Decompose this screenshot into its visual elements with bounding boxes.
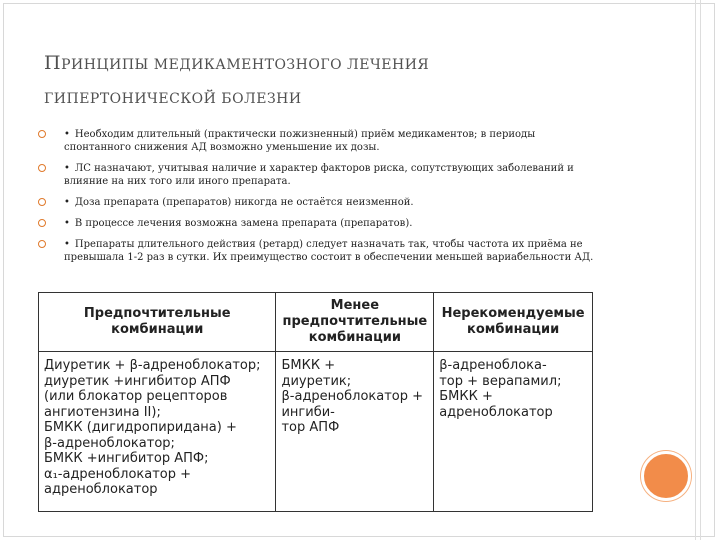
list-item <box>38 238 603 264</box>
title-line-2: ГИПЕРТОНИЧЕСКОЙ БОЛЕЗНИ <box>44 91 302 107</box>
combinations-table <box>38 292 593 512</box>
cell-not-recommended: β-адреноблока- тор + верапамил; БМКК + адреноблокатор <box>434 352 593 512</box>
bullet-ring-icon <box>38 240 46 248</box>
bullet-dot: • <box>64 129 70 140</box>
slide-title <box>44 46 644 116</box>
bullet-ring-icon <box>38 130 46 138</box>
bullet-dot: • <box>64 163 70 174</box>
bullet-ring-icon <box>38 219 46 227</box>
bullet-text: Препараты длительного действия (ретард) следует назначать так, чтобы частота их приёма не превышала 1-2 раз в сутки. Их преимущество состоит в обеспечении меньшей вариабельности АД. <box>64 239 594 263</box>
bullet-text: В процессе лечения возможна замена препарата (препаратов). <box>74 218 413 229</box>
header-preferred: Предпочтительные комбинации <box>39 293 276 352</box>
table-row <box>39 352 593 512</box>
list-item <box>38 162 603 188</box>
bullet-dot: • <box>64 197 70 208</box>
table-header-row <box>39 293 593 352</box>
title-line-1-rest: РИНЦИПЫ МЕДИКАМЕНТОЗНОГО ЛЕЧЕНИЯ <box>61 57 430 73</box>
decorative-circle <box>641 451 691 501</box>
cell-preferred: Диуретик + β-адреноблокатор; диуретик +ингибитор АПФ (или блокатор рецепторов ангиотензина II); БМКК (дигидропиридана) + β-адреноблокатор; БМКК +ингибитор АПФ; α₁-адреноблокатор + адреноблокатор <box>39 352 276 512</box>
header-less-preferred: Менее предпочтительные комбинации <box>276 293 434 352</box>
bullet-text: ЛС назначают, учитывая наличие и характер факторов риска, сопутствующих заболеваний и влияние на них того или иного препарата. <box>64 163 574 187</box>
header-not-recommended: Нерекомендуемые комбинации <box>434 293 593 352</box>
bullet-text: Необходим длительный (практически пожизненный) приём медикаментов; в периоды спонтанного снижения АД возможно уменьшение их дозы. <box>64 129 536 153</box>
title-line-1 <box>44 46 644 82</box>
right-border-line <box>700 0 701 540</box>
list-item <box>38 128 603 154</box>
bullet-ring-icon <box>38 198 46 206</box>
title-initial: П <box>44 52 62 74</box>
bullet-ring-icon <box>38 164 46 172</box>
bullet-dot: • <box>64 239 70 250</box>
cell-less-preferred: БМКК + диуретик; β-адреноблокатор + ингиби- тор АПФ <box>276 352 434 512</box>
bullet-text: Доза препарата (препаратов) никогда не остаётся неизменной. <box>74 197 414 208</box>
bullet-dot: • <box>64 218 70 229</box>
list-item <box>38 196 603 209</box>
bullet-list <box>38 128 603 272</box>
list-item <box>38 217 603 230</box>
right-border-line <box>695 0 696 540</box>
